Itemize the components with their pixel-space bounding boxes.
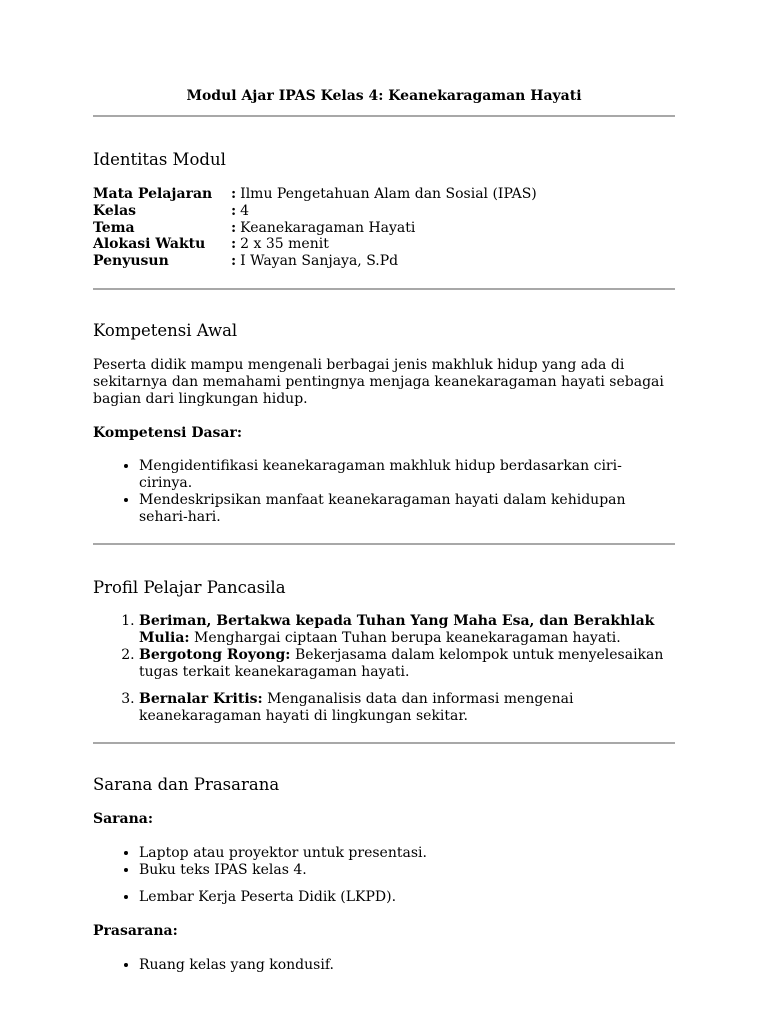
identitas-value: Keanekaragaman Hayati (240, 219, 416, 236)
identitas-table (93, 186, 675, 270)
identitas-value: 2 x 35 menit (240, 236, 329, 253)
list-item: • Buku teks IPAS kelas 4. (139, 862, 675, 879)
identitas-row (93, 220, 675, 237)
identitas-value: I Wayan Sanjaya, S.Pd (240, 253, 399, 270)
prasarana-list (93, 957, 675, 974)
colon: : (231, 219, 237, 236)
profil-heading: Profil Pelajar Pancasila (93, 577, 286, 597)
document-content (93, 87, 675, 974)
colon: : (231, 186, 237, 202)
list-item: • Lembar Kerja Peserta Didik (LKPD). (139, 889, 675, 906)
divider (93, 115, 675, 117)
list-item (139, 613, 675, 647)
sarana-list (93, 845, 675, 906)
profil-list (93, 613, 675, 725)
document-title: Modul Ajar IPAS Kelas 4: Keanekaragaman Hayati (186, 88, 582, 104)
identitas-heading: Identitas Modul (93, 150, 226, 169)
identitas-key: Penyusun (93, 253, 169, 270)
kompetensi-awal-heading: Kompetensi Awal (93, 320, 238, 340)
colon: : (231, 236, 237, 253)
identitas-key: Alokasi Waktu (93, 236, 206, 253)
identitas-key: Mata Pelajaran (93, 186, 213, 202)
identitas-row (93, 236, 675, 253)
colon: : (231, 202, 237, 219)
profil-item-label: Bernalar Kritis: (139, 690, 263, 707)
identitas-key: Tema (93, 219, 135, 236)
profil-item-text: Bekerjasama dalam kelompok untuk menyelesaikan tugas terkait keanekaragaman hayati. (139, 646, 664, 680)
profil-item-label: Beriman, Bertakwa kepada Tuhan Yang Maha Esa, dan Berakhlak Mulia: (139, 612, 655, 646)
divider (93, 288, 675, 290)
list-item: • Ruang kelas yang kondusif. (139, 957, 675, 974)
sarana-heading: Sarana dan Prasarana (93, 774, 280, 794)
prasarana-label: Prasarana: (93, 922, 178, 939)
kompetensi-awal-paragraph: Peserta didik mampu mengenali berbagai jenis makhluk hidup yang ada di sekitarnya dan memahami pentingnya menjaga keanekaragaman hayati sebagai bagian dari lingkungan hidup. (93, 356, 664, 407)
list-item: • Mengidentifikasi keanekaragaman makhluk hidup berdasarkan ciri-cirinya. (139, 458, 675, 492)
divider (93, 742, 675, 744)
list-item: • Laptop atau proyektor untuk presentasi. (139, 845, 675, 862)
profil-item-text: Menghargai ciptaan Tuhan berupa keanekaragaman hayati. (194, 629, 621, 646)
list-item: • Mendeskripsikan manfaat keanekaragaman hayati dalam kehidupan sehari-hari. (139, 492, 675, 526)
sarana-label: Sarana: (93, 810, 154, 827)
identitas-key: Kelas (93, 202, 137, 219)
identitas-row (93, 203, 675, 220)
identitas-row (93, 253, 675, 270)
divider (93, 543, 675, 545)
profil-item-label: Bergotong Royong: (139, 646, 291, 663)
list-item (139, 647, 675, 681)
profil-item-text: Menganalisis data dan informasi mengenai keanekaragaman hayati di lingkungan sekitar. (139, 690, 574, 724)
kompetensi-dasar-list (93, 458, 675, 526)
identitas-value: Ilmu Pengetahuan Alam dan Sosial (IPAS) (240, 186, 537, 202)
colon: : (231, 253, 237, 270)
kompetensi-dasar-label: Kompetensi Dasar: (93, 424, 243, 441)
identitas-value: 4 (240, 202, 250, 219)
identitas-row (93, 186, 675, 203)
list-item (139, 691, 675, 725)
